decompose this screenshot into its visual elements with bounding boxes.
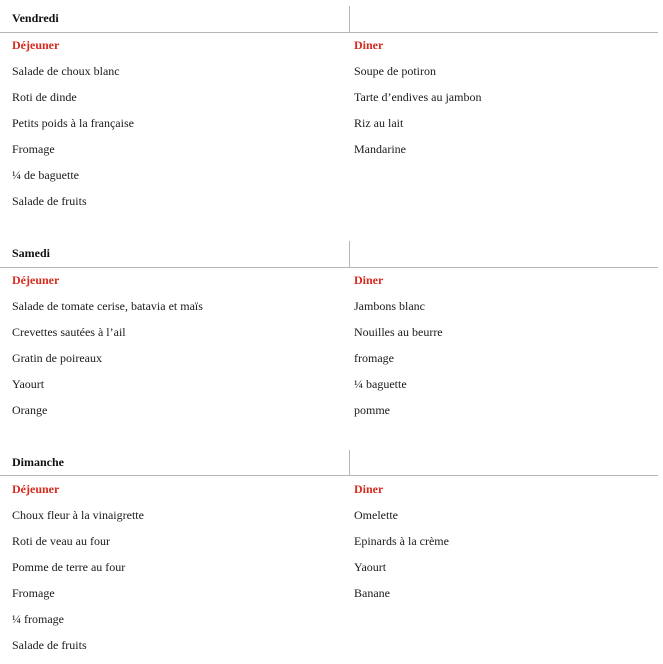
column-divider xyxy=(349,450,350,476)
menu-item: pomme xyxy=(354,403,390,417)
menu-item: Tarte d’endives au jambon xyxy=(354,90,482,104)
menu-item: Yaourt xyxy=(12,377,45,391)
menu-item: Crevettes sautées à l’ail xyxy=(12,325,126,339)
menu-item: Petits poids à la française xyxy=(12,116,134,130)
menu-item: Banane xyxy=(354,586,390,600)
header-rule xyxy=(0,267,658,268)
dinner-column xyxy=(354,273,654,429)
menu-item: Fromage xyxy=(12,586,55,600)
menu-item: Fromage xyxy=(12,142,55,156)
menu-item: ¼ de baguette xyxy=(12,168,79,182)
dinner-heading: Diner xyxy=(354,482,384,496)
menu-item: Salade de fruits xyxy=(12,638,87,652)
menu-item: Salade de tomate cerise, batavia et maïs xyxy=(12,299,203,313)
dinner-heading: Diner xyxy=(354,38,384,52)
menu-item: Mandarine xyxy=(354,142,406,156)
menu-item: Omelette xyxy=(354,508,398,522)
menu-item: Choux fleur à la vinaigrette xyxy=(12,508,144,522)
menu-item: Orange xyxy=(12,403,48,417)
lunch-column xyxy=(12,482,342,664)
lunch-column xyxy=(12,273,342,429)
menu-item: Salade de choux blanc xyxy=(12,64,120,78)
dinner-column xyxy=(354,482,654,612)
menu-item: Pomme de terre au four xyxy=(12,560,126,574)
menu-item: fromage xyxy=(354,351,394,365)
column-divider xyxy=(349,241,350,267)
menu-item: ¼ fromage xyxy=(12,612,64,626)
day-title: Samedi xyxy=(12,246,51,260)
menu-item: ¼ baguette xyxy=(354,377,407,391)
menu-item: Roti de dinde xyxy=(12,90,77,104)
header-rule xyxy=(0,475,658,476)
menu-item: Salade de fruits xyxy=(12,194,87,208)
menu-item: Soupe de potiron xyxy=(354,64,436,78)
menu-item: Riz au lait xyxy=(354,116,404,130)
menu-item: Roti de veau au four xyxy=(12,534,110,548)
column-divider xyxy=(349,6,350,32)
menu-item: Yaourt xyxy=(354,560,387,574)
header-rule xyxy=(0,32,658,33)
day-title: Vendredi xyxy=(12,11,59,25)
lunch-heading: Déjeuner xyxy=(12,482,60,496)
menu-item: Nouilles au beurre xyxy=(354,325,443,339)
lunch-heading: Déjeuner xyxy=(12,38,60,52)
menu-item: Gratin de poireaux xyxy=(12,351,102,365)
lunch-column xyxy=(12,38,342,220)
day-title: Dimanche xyxy=(12,455,64,469)
dinner-heading: Diner xyxy=(354,273,384,287)
lunch-heading: Déjeuner xyxy=(12,273,60,287)
dinner-column xyxy=(354,38,654,168)
menu-item: Jambons blanc xyxy=(354,299,425,313)
menu-item: Epinards à la crème xyxy=(354,534,449,548)
